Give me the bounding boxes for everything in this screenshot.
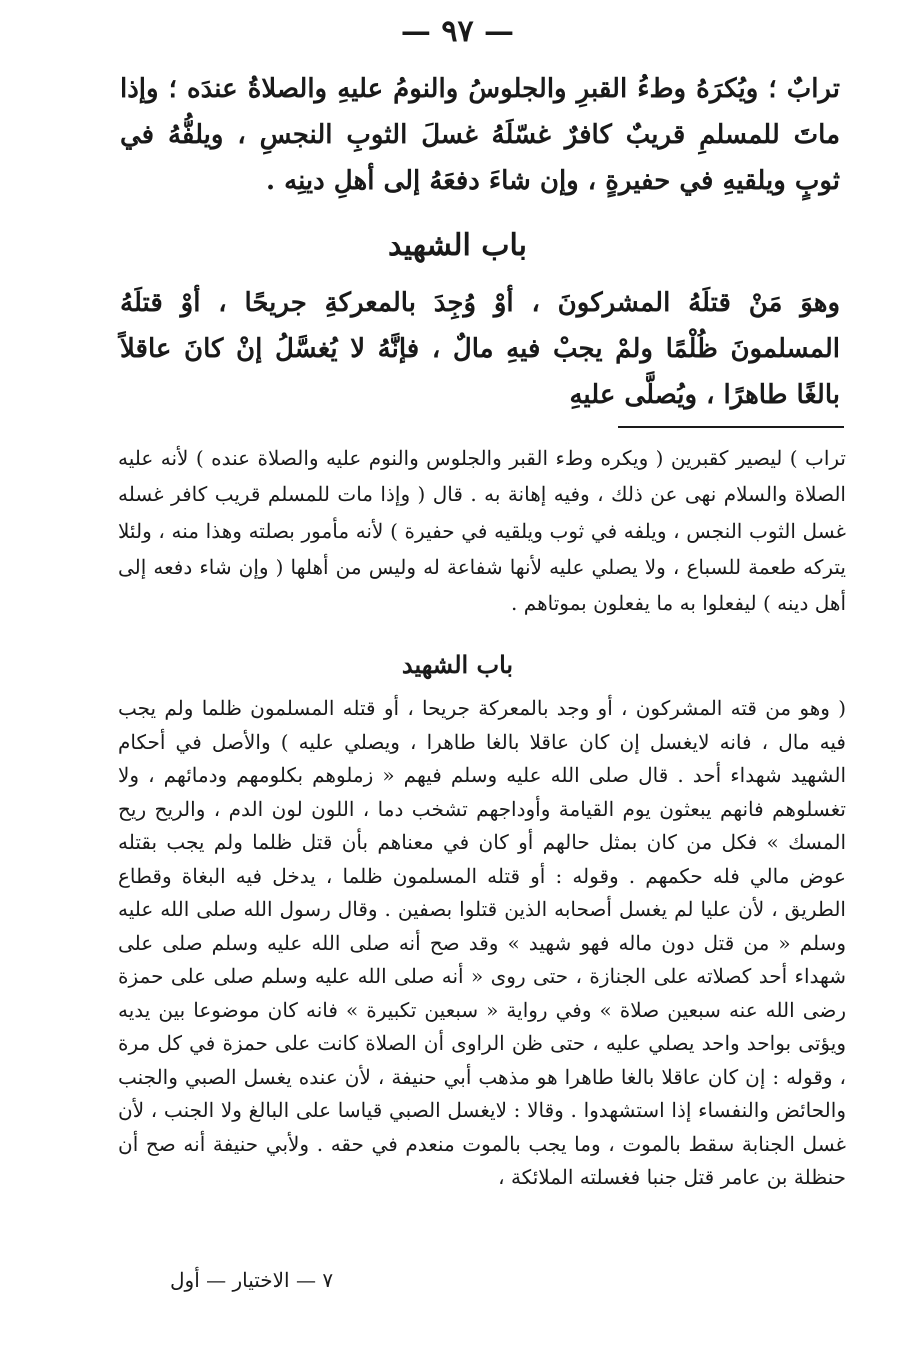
commentary-shahid [118,692,846,1195]
separator-rule [618,426,844,428]
commentary-top [118,440,846,621]
main-text-shahid [120,280,840,418]
footer-signature: ٧ — الاختيار — أول [170,1268,334,1292]
commentary-paragraph: تراب ) ليصير كقبرين ( ويكره وطء القبر والجلوس والنوم عليه والصلاة عنده ) لأنه عليه الصلاة والسلام نهى عن ذلك ، وفيه إهانة به . قال ( وإذا مات للمسلم قريب كافر غسله غسل الثوب النجس ، ويلفه في ثوب ويلقيه في حفيرة ) لأنه مأمور بصلته وهذا منه ، ولئلا يتركه طعمة للسباع ، ولا يصلي عليه لأنها شفاعة له وليس من أهلها ( وإن شاء دفعه إلى أهل دينه ) ليفعلوا به ما يفعلون بموتاهم . [118,446,846,616]
main-text-paragraph: وهوَ مَنْ قتلَهُ المشركونَ ، أوْ وُجِدَ بالمعركةِ جريحًا ، أوْ قتلَهُ المسلمونَ ظُلْمًا ولمْ يجبْ فيهِ مالٌ ، فإنَّهُ لا يُغسَّلُ إنْ كانَ عاقلاً بالغًا طاهرًا ، ويُصلَّى عليهِ [120,288,840,410]
main-text-paragraph: ترابٌ ؛ ويُكرَهُ وطءُ القبرِ والجلوسُ والنومُ عليهِ والصلاةُ عندَه ؛ وإذا ماتَ للمسلمِ قريبٌ كافرٌ غسّلَهُ غسلَ الثوبِ النجسِ ، ويلفُّهُ في ثوبٍ ويلقيهِ في حفيرةٍ ، وإن شاءَ دفعَهُ إلى أهلِ دينِه . [120,74,840,196]
main-text-top [120,66,840,204]
commentary-chapter-title: باب الشهيد [401,650,514,679]
chapter-title: باب الشهيد [387,228,528,263]
commentary-paragraph: ( وهو من قته المشركون ، أو وجد بالمعركة جريحا ، أو قتله المسلمون ظلما ولم يجب فيه مال ، فانه لايغسل إن كان عاقلا بالغا طاهرا ، ويصلي عليه ) والأصل في أحكام الشهيد شهداء أحد . قال صلى الله عليه وسلم فيهم « زملوهم بكلومهم ودمائهم ، ولا تغسلوهم فانهم يبعثون يوم القيامة وأوداجهم تشخب دما ، اللون لون الدم ، والريح ريح المسك » فكل من كان بمثل حالهم أو كان في معناهم بأن قتل ظلما ولم يجب بقتله عوض مالي فله حكمهم . وقوله : أو قتله المسلمون ظلما ، يدخل فيه البغاة وقطاع الطريق ، لأن عليا لم يغسل أصحابه الذين قتلوا بصفين . وقال رسول الله صلى الله عليه وسلم « من قتل دون ماله فهو شهيد » وقد صح أنه صلى الله عليه وسلم صلى على شهداء أحد كصلاته على الجنازة ، حتى روى « أنه صلى الله عليه وسلم صلى على حمزة رضى الله عنه سبعين صلاة » وفي رواية « سبعين تكبيرة » فانه كان موضوعا بين يديه ويؤتى بواحد واحد يصلي عليه ، حتى ظن الراوى أن الصلاة كانت على حمزة في كل مرة ، وقوله : إن كان عاقلا بالغا طاهرا هو مذهب أبي حنيفة ، لأن عنده يغسل الصبي والجنب والحائض والنفساء إذا استشهدوا . وقالا : لايغسل الصبي قياسا على البالغ ولا الجنب ، لأن غسل الجنابة سقط بالموت ، وما يجب بالموت منعدم في حقه . ولأبي حنيفة أنه صح أن حنظلة بن عامر قتل جنبا فغسلته الملائكة ، [118,696,846,1189]
page-number: — ٩٧ — [400,14,515,49]
